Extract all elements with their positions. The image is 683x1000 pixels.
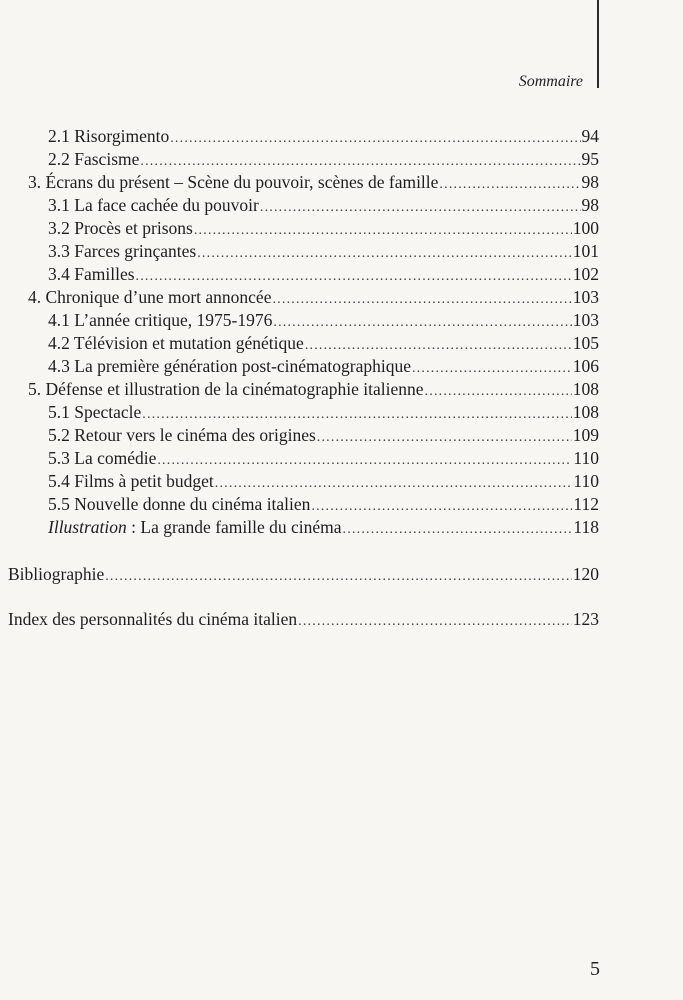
toc-entry-label: 5.3 La comédie [48, 448, 157, 468]
toc-entry-label: 5. Défense et illustration de la cinématographie italienne [28, 379, 424, 399]
toc-entry [48, 516, 599, 541]
toc-entry-label: 3.3 Farces grinçantes [48, 241, 197, 261]
toc-entry-page: 106 [572, 356, 599, 376]
toc-leader-dots [170, 128, 580, 150]
toc-entry-page: 103 [572, 287, 599, 307]
toc-entry-label [48, 516, 342, 538]
toc-entry-index [8, 608, 599, 633]
toc-leader-dots [140, 151, 580, 173]
toc-entry-page: 98 [581, 172, 599, 192]
toc-entry [48, 309, 599, 334]
toc-entry-page: 120 [572, 564, 599, 584]
toc-leader-dots [439, 174, 580, 196]
toc-entry-page: 95 [581, 149, 599, 169]
toc-entry-label: 2.1 Risorgimento [48, 126, 170, 146]
toc-entry-page: 118 [573, 517, 599, 537]
toc-entry-label: Index des personnalités du cinéma italien [8, 609, 298, 629]
toc-entry [28, 286, 599, 311]
toc-entry [48, 355, 599, 380]
toc-entry [48, 125, 599, 150]
toc-entry [48, 148, 599, 173]
toc-entry-page: 108 [572, 402, 599, 422]
toc-entry-label: 4.2 Télévision et mutation génétique [48, 333, 304, 353]
toc-entry [48, 217, 599, 242]
toc-entry-label: 3.1 La face cachée du pouvoir [48, 195, 259, 215]
toc-entry-label-rest: : La grande famille du cinéma [126, 517, 342, 537]
page-number: 5 [590, 958, 600, 980]
toc-entry [48, 263, 599, 288]
toc-leader-dots [412, 358, 572, 380]
toc-leader-dots [272, 289, 571, 311]
toc-entry-label: 4.1 L’année critique, 1975-1976 [48, 310, 273, 330]
toc-entry-label: 2.2 Fascisme [48, 149, 140, 169]
toc-entry-label: 5.4 Films à petit budget [48, 471, 214, 491]
toc-entry [28, 378, 599, 403]
toc-entry-label: 4. Chronique d’une mort annoncée [28, 287, 272, 307]
toc-entry-page: 112 [573, 494, 599, 514]
toc-leader-dots [157, 450, 572, 472]
toc-entry-bibliography [8, 563, 599, 588]
toc-leader-dots [197, 243, 572, 265]
toc-entry [48, 401, 599, 426]
toc-entry-page: 108 [572, 379, 599, 399]
toc-leader-dots [305, 335, 572, 357]
toc-entry [48, 332, 599, 357]
toc-entry-page: 109 [572, 425, 599, 445]
toc-entry-page: 105 [572, 333, 599, 353]
toc-entry-page: 102 [572, 264, 599, 284]
toc-leader-dots [273, 312, 571, 334]
toc-leader-dots [142, 404, 571, 426]
toc-entry-page: 100 [572, 218, 599, 238]
toc-entry-label: 3. Écrans du présent – Scène du pouvoir, scènes de famille [28, 172, 439, 192]
toc-entry [48, 493, 599, 518]
toc-entry-page: 103 [572, 310, 599, 330]
toc-leader-dots [425, 381, 572, 403]
toc-entry [48, 240, 599, 265]
toc-leader-dots [317, 427, 572, 449]
toc-entry-label: 5.5 Nouvelle donne du cinéma italien [48, 494, 311, 514]
toc-leader-dots [343, 519, 573, 541]
toc-entry-label: 3.2 Procès et prisons [48, 218, 193, 238]
toc-leader-dots [105, 566, 572, 588]
toc-entry-label-italic: Illustration [48, 517, 127, 537]
toc-entry-page: 123 [572, 609, 599, 629]
toc-entry-label: 3.4 Familles [48, 264, 135, 284]
binding-edge-line [597, 0, 599, 88]
running-header: Sommaire [518, 73, 583, 90]
toc-entry-page: 98 [581, 195, 599, 215]
toc-leader-dots [260, 197, 581, 219]
toc-entry-page: 101 [572, 241, 599, 261]
toc-entry [48, 470, 599, 495]
toc-entry [48, 447, 599, 472]
toc-entry [48, 424, 599, 449]
toc-entry-page: 110 [573, 448, 599, 468]
toc-entry [48, 194, 599, 219]
toc-entry-label: 5.1 Spectacle [48, 402, 142, 422]
toc-entry-label: 5.2 Retour vers le cinéma des origines [48, 425, 316, 445]
toc-entry-label: Bibliographie [8, 564, 105, 584]
toc-leader-dots [194, 220, 572, 242]
toc-entry-page: 110 [573, 471, 599, 491]
toc-leader-dots [215, 473, 573, 495]
toc-leader-dots [298, 611, 572, 633]
toc-entry-label: 4.3 La première génération post-cinématographique [48, 356, 411, 376]
toc-leader-dots [136, 266, 572, 288]
toc-leader-dots [311, 496, 572, 518]
toc-entry-page: 94 [581, 126, 599, 146]
toc-entry [28, 171, 599, 196]
